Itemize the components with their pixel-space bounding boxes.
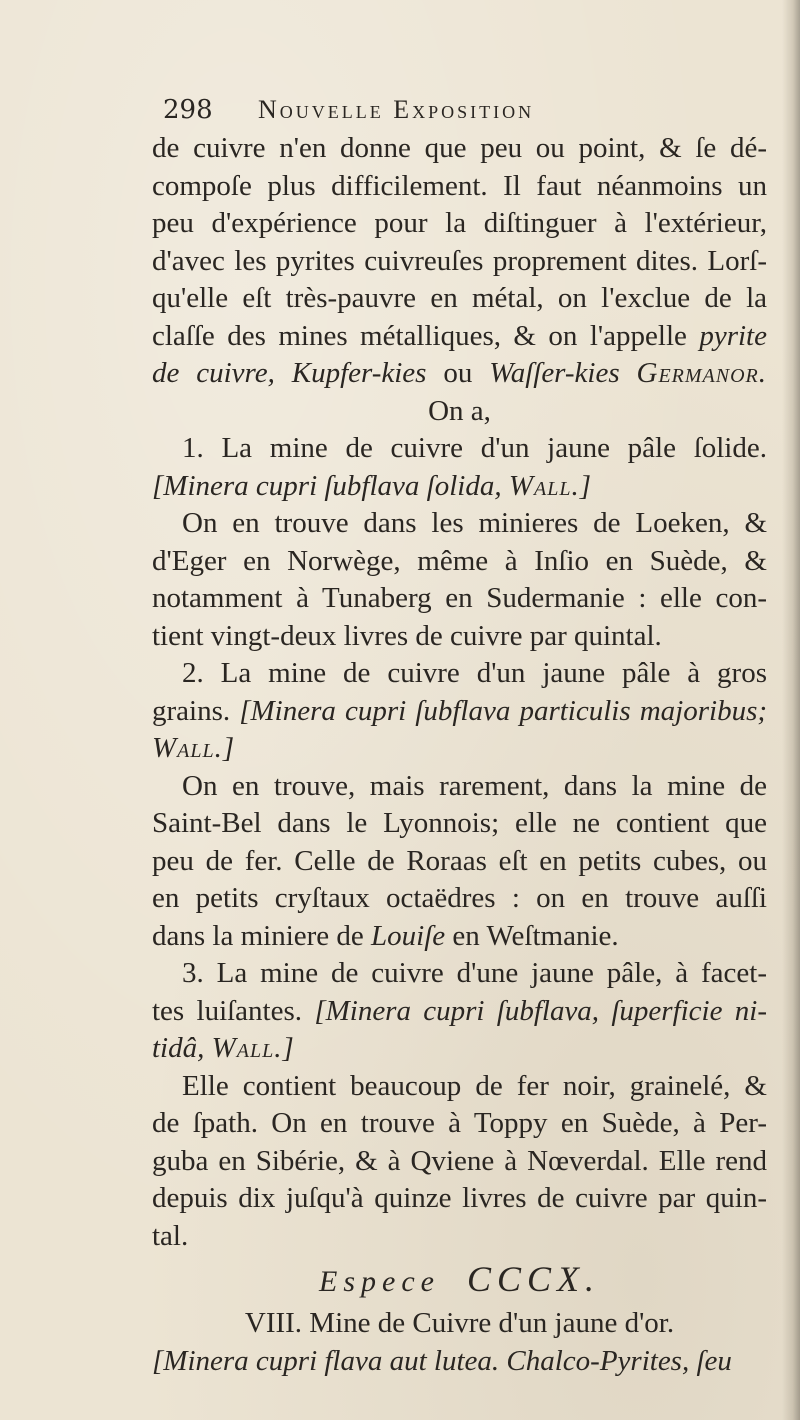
text-line: en petits cryſtaux octaëdres : on en trouve auſſi — [152, 882, 767, 914]
latin-name: tidâ, — [152, 1032, 205, 1064]
subsection-heading: VIII. Mine de Cuivre d'un jaune d'or. — [244, 1307, 675, 1339]
text-line — [152, 918, 767, 956]
text-line: Elle contient beaucoup de fer noir, grainelé, & — [182, 1069, 767, 1102]
species-word: Espece — [319, 1265, 440, 1298]
text-run: claſſe des mines métalliques, & on l'appelle — [152, 319, 687, 352]
text-line: depuis dix juſqu'à quinze livres de cuivre par quin- — [152, 1182, 767, 1214]
text-run: tes luiſantes. — [152, 994, 303, 1027]
text-line: de ſpath. On en trouve à Toppy en Suède, à Per- — [152, 1107, 767, 1139]
species-heading — [152, 1261, 767, 1305]
author-name: Germanor. — [636, 357, 768, 389]
latin-name: [Minera cupri ſubflava particulis majoribus; — [239, 694, 768, 727]
text-line — [152, 1030, 767, 1068]
species-number: CCCX. — [466, 1259, 600, 1299]
text-line: peu d'expérience pour la diſtinguer à l'extérieur, — [152, 207, 767, 239]
text-line — [152, 318, 767, 356]
text-line: guba en Sibérie, & à Qviene à Nœverdal. Elle rend — [152, 1144, 767, 1177]
text-line: de cuivre n'en donne que peu ou point, & ſe dé- — [152, 132, 767, 164]
text-run: dans la miniere de — [152, 919, 364, 952]
text-line — [152, 993, 767, 1031]
text-line: tal. — [152, 1219, 189, 1252]
page-body — [152, 130, 767, 1380]
running-head: Nouvelle Exposition — [258, 95, 535, 124]
text-line: qu'elle eſt très-pauvre en métal, on l'exclue de la — [152, 282, 767, 314]
italic-term: de cuivre, Kupfer-kies — [152, 357, 427, 389]
text-line: notamment à Tunaberg en Sudermanie : elle con- — [152, 582, 767, 614]
page-edge-shadow — [782, 0, 800, 1420]
author-name: Wall.] — [211, 1032, 295, 1064]
page-header — [163, 95, 763, 131]
text-line: compoſe plus difficilement. Il faut néanmoins un — [152, 169, 767, 202]
text-line: peu de fer. Celle de Roraas eſt en petits cubes, ou — [152, 844, 767, 877]
page-number: 298 — [163, 95, 213, 125]
italic-term: Louiſe — [371, 919, 446, 952]
author-name: Wall.] — [152, 732, 236, 764]
text-line — [152, 468, 767, 506]
text-line — [152, 355, 767, 393]
text-line: 1. La mine de cuivre d'un jaune pâle ſolide. — [182, 432, 767, 464]
text-line: tient vingt-deux livres de cuivre par quintal. — [152, 619, 662, 652]
latin-name: [Minera cupri flava aut lutea. Chalco-Pyrites, ſeu — [152, 1344, 732, 1377]
text-line: On en trouve dans les minieres de Loeken, & — [182, 507, 767, 539]
latin-name: [Minera cupri ſubflava ſolida, — [152, 469, 502, 502]
text-line: 2. La mine de cuivre d'un jaune pâle à gros — [182, 657, 767, 689]
italic-term: Waſſer-kies — [489, 357, 620, 389]
text-line: d'avec les pyrites cuivreuſes proprement dites. Lorſ- — [152, 244, 767, 277]
text-line: Saint-Bel dans le Lyonnois; elle ne contient que — [152, 807, 767, 839]
section-label: On a, — [428, 394, 491, 427]
text-line — [152, 693, 767, 731]
text-line: On en trouve, mais rarement, dans la mine de — [182, 769, 767, 802]
text-run: en Weſtmanie. — [452, 919, 619, 952]
author-name: Wall.] — [508, 469, 592, 502]
text-run: ou — [443, 357, 473, 389]
text-line — [152, 730, 767, 768]
text-run: grains. — [152, 694, 231, 727]
latin-name: [Minera cupri ſubflava, ſuperficie ni- — [314, 994, 767, 1027]
text-line: d'Eger en Norwège, même à Inſio en Suède, & — [152, 544, 767, 577]
italic-term: pyrite — [699, 319, 767, 352]
text-line: 3. La mine de cuivre d'une jaune pâle, à facet- — [182, 957, 767, 989]
